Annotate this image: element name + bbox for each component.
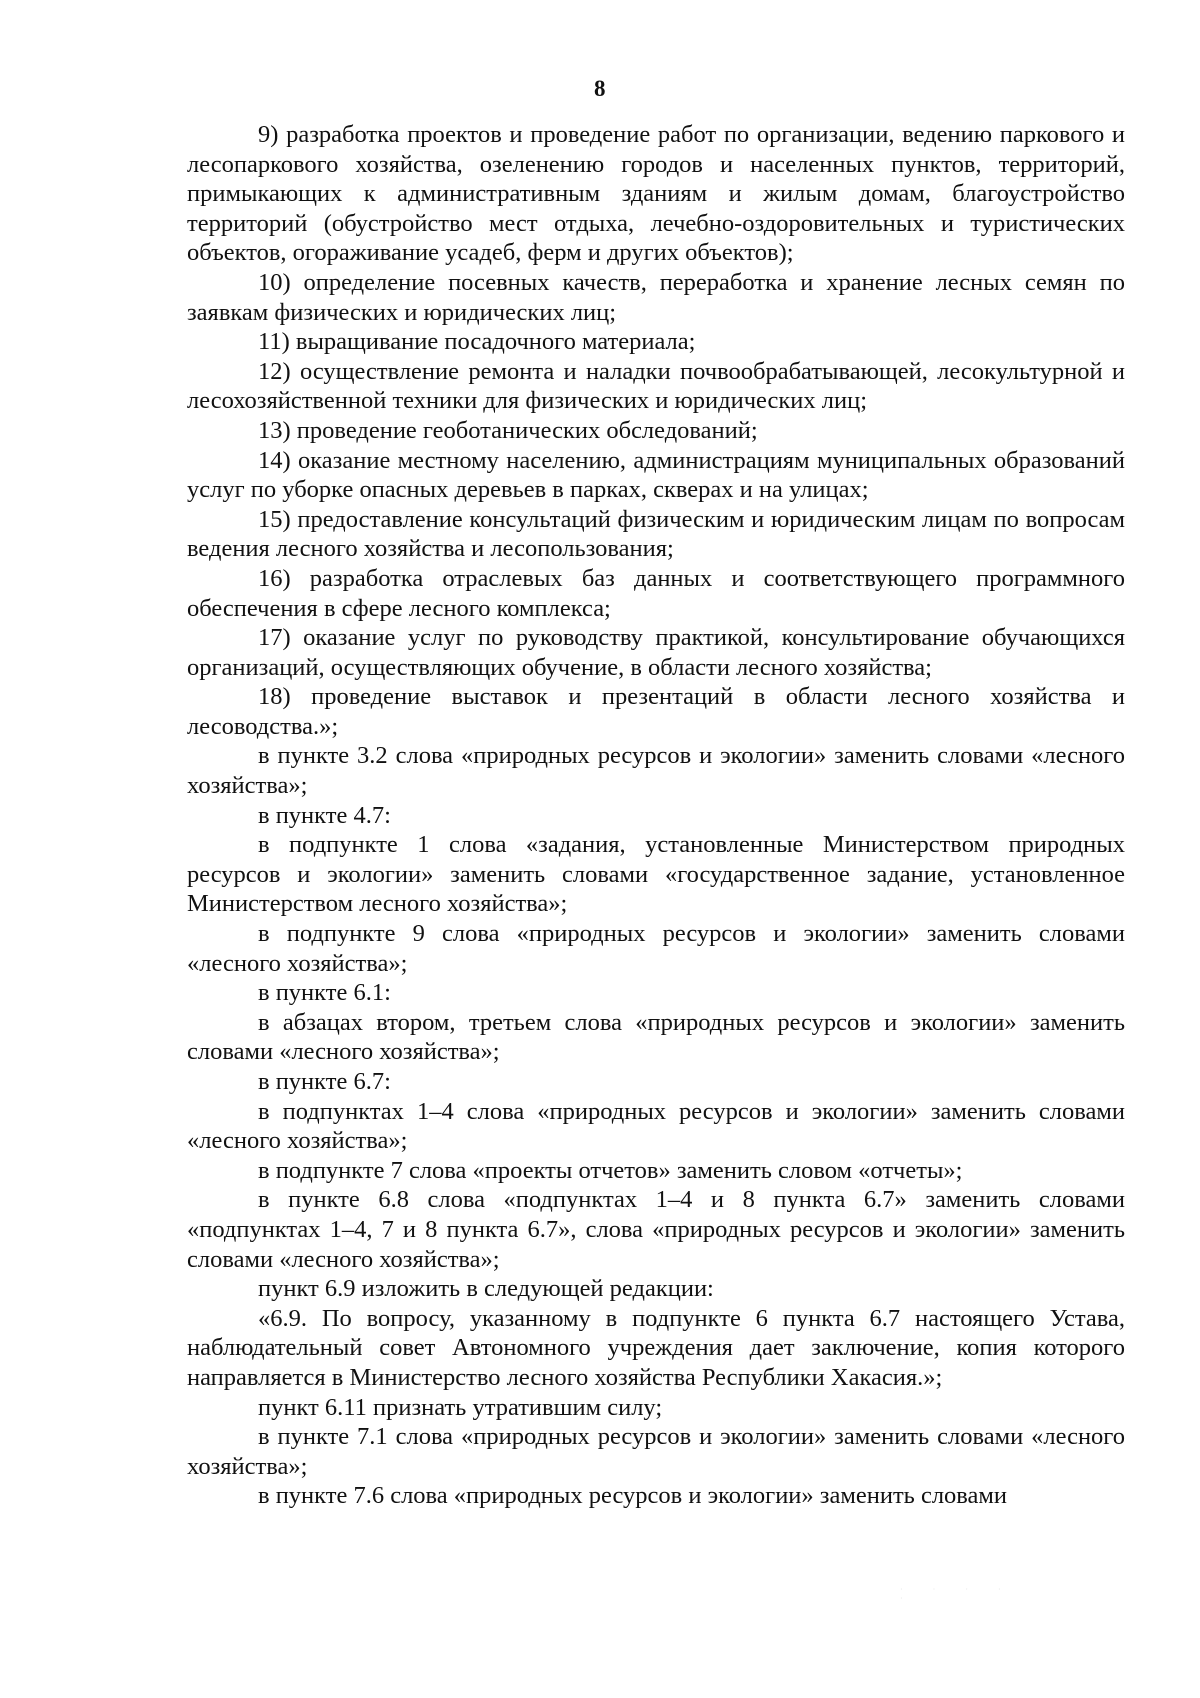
amendment-clause-3-2: в пункте 3.2 слова «природных ресурсов и экологии» заменить словами «лесного хозяйства»; (187, 742, 1125, 800)
amendment-clause-7-6: в пункте 7.6 слова «природных ресурсов и экологии» заменить словами (258, 1482, 1008, 1510)
amendment-clause-6-11: пункт 6.11 признать утратившим силу; (258, 1393, 663, 1421)
document-body (187, 120, 1125, 1511)
amendment-heading-6-9: пункт 6.9 изложить в следующей редакции: (258, 1275, 714, 1303)
amendment-clause-6-8: в пункте 6.8 слова «подпунктах 1–4 и 8 пункта 6.7» заменить словами «подпунктах 1–4, 7 и 8 пункта 6.7», слова «природных ресурсов и экологии» заменить словами «лесного хозяйства»; (187, 1186, 1125, 1273)
paragraph-item-12: 12) осуществление ремонта и наладки почвообрабатывающей, лесокультурной и лесохозяйственной техники для физических и юридических лиц; (187, 357, 1125, 415)
paragraph-item-16: 16) разработка отраслевых баз данных и соответствующего программного обеспечения в сфере лесного комплекса; (187, 564, 1125, 622)
amendment-clause-6-7-1-4: в подпунктах 1–4 слова «природных ресурсов и экологии» заменить словами «лесного хозяйства»; (187, 1097, 1125, 1155)
amendment-heading-4-7: в пункте 4.7: (258, 801, 391, 829)
paragraph-item-9: 9) разработка проектов и проведение работ по организации, ведению паркового и лесопаркового хозяйства, озеленению городов и населенных пунктов, территорий, примыкающих к административным зданиям и жилым домам, благоустройство территорий (обустройство мест отдыха, лечебно-оздоровительных и туристических объектов, огораживание усадеб, ферм и других объектов); (187, 121, 1125, 267)
amendment-clause-6-1: в абзацах втором, третьем слова «природных ресурсов и экологии» заменить словами «лесного хозяйства»; (187, 1008, 1125, 1066)
paragraph-item-13: 13) проведение геоботанических обследований; (258, 416, 758, 444)
paragraph-item-15: 15) предоставление консультаций физическим и юридическим лицам по вопросам ведения лесного хозяйства и лесопользования; (187, 505, 1125, 563)
paragraph-item-11: 11) выращивание посадочного материала; (258, 328, 696, 356)
amendment-clause-4-7-1: в подпункте 1 слова «задания, установленные Министерством природных ресурсов и экологии» заменить словами «государственное задание, установленное Министерством лесного хозяйства»; (187, 831, 1125, 918)
page-number: 8 (594, 76, 606, 101)
amendment-clause-7-1: в пункте 7.1 слова «природных ресурсов и экологии» заменить словами «лесного хозяйства»; (187, 1423, 1125, 1480)
scan-artifact: · · · · · (900, 1585, 1015, 1603)
amendment-clause-4-7-9: в подпункте 9 слова «природных ресурсов и экологии» заменить словами «лесного хозяйства»; (187, 920, 1125, 977)
paragraph-item-17: 17) оказание услуг по руководству практикой, консультирование обучающихся организаций, осуществляющих обучение, в области лесного хозяйства; (187, 624, 1125, 681)
amendment-clause-6-7-7: в подпункте 7 слова «проекты отчетов» заменить словом «отчеты»; (258, 1156, 963, 1184)
paragraph-item-18: 18) проведение выставок и презентаций в области лесного хозяйства и лесоводства.»; (187, 683, 1125, 740)
amendment-heading-6-1: в пункте 6.1: (258, 979, 391, 1007)
amendment-heading-6-7: в пункте 6.7: (258, 1068, 391, 1095)
paragraph-item-14: 14) оказание местному населению, администрациям муниципальных образований услуг по уборке опасных деревьев в парках, скверах и на улицах; (187, 446, 1125, 504)
paragraph-item-10: 10) определение посевных качеств, переработка и хранение лесных семян по заявкам физических и юридических лиц; (187, 268, 1125, 326)
amendment-text-6-9: «6.9. По вопросу, указанному в подпункте 6 пункта 6.7 настоящего Устава, наблюдательный совет Автономного учреждения дает заключение, копия которого направляется в Министерство лесного хозяйства Республики Хакасия.»; (187, 1304, 1125, 1391)
